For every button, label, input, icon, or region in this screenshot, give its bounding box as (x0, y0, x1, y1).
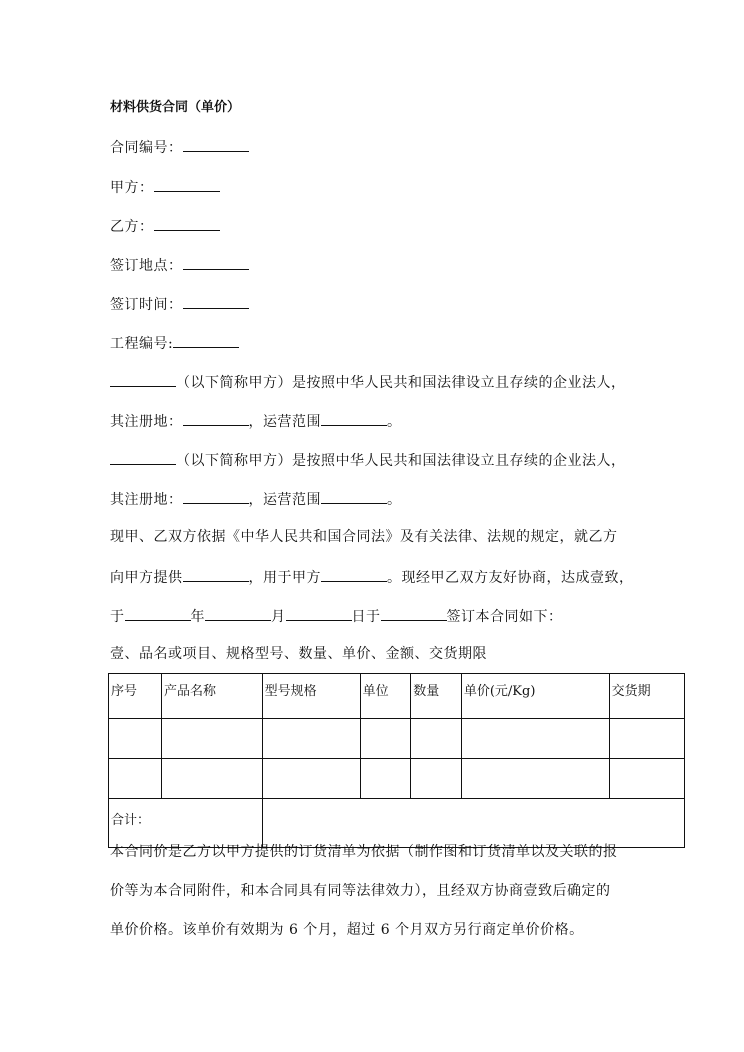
header-unit-price: 单价(元/Kg) (461, 674, 609, 719)
contract-number-line (110, 137, 249, 157)
project-number-blank[interactable] (173, 333, 239, 348)
party-a-registered-label: 其注册地： (110, 414, 183, 430)
supply-item-blank[interactable] (183, 567, 249, 582)
party-b-blank[interactable] (154, 216, 220, 231)
table-cell[interactable] (161, 719, 262, 759)
party-b-intro-end: 。 (387, 492, 402, 508)
sign-place-line (110, 255, 249, 275)
party-b-intro-text: （以下简称甲方）是按照中华人民共和国法律设立且存续的企业法人， (176, 453, 626, 469)
use-purpose-blank[interactable] (321, 567, 387, 582)
table-header-row (109, 674, 685, 719)
product-table (108, 673, 685, 848)
basis-line3 (110, 606, 563, 626)
party-b-name-blank[interactable] (110, 450, 176, 465)
table-cell[interactable] (461, 719, 609, 759)
party-a-intro-line1 (110, 372, 626, 392)
basis-line1: 现甲、乙双方依据《中华人民共和国合同法》及有关法律、法规的规定，就乙方 (110, 529, 618, 545)
project-number-line (110, 333, 239, 353)
party-b-intro-line1 (110, 450, 626, 470)
contract-number-blank[interactable] (183, 137, 249, 152)
header-model-spec: 型号规格 (262, 674, 360, 719)
table-cell[interactable] (109, 719, 162, 759)
table-cell[interactable] (461, 759, 609, 799)
header-unit: 单位 (360, 674, 411, 719)
year-label: 年 (190, 609, 205, 625)
party-b-label: 乙方： (110, 219, 154, 235)
party-b-registered-blank[interactable] (183, 489, 249, 504)
contract-number-label: 合同编号： (110, 140, 183, 156)
date-prefix: 于 (110, 609, 125, 625)
table-cell[interactable] (360, 719, 411, 759)
party-a-name-blank[interactable] (110, 372, 176, 387)
agreement-text: 。现经甲乙双方友好协商，达成壹致， (387, 570, 634, 586)
sign-time-line (110, 294, 249, 314)
supply-label: 向甲方提供 (110, 570, 183, 586)
day-label: 日于 (351, 609, 381, 625)
table-row (109, 759, 685, 799)
project-number-label: 工程编号: (110, 336, 174, 352)
party-a-intro-end: 。 (387, 414, 402, 430)
month-blank[interactable] (205, 606, 271, 621)
party-b-line (110, 216, 220, 236)
price-terms-line1: 本合同价是乙方以甲方提供的订货清单为依据（制作图和订货清单以及关联的报 (110, 844, 618, 860)
total-value-cell[interactable] (262, 799, 684, 848)
party-b-scope-blank[interactable] (321, 489, 387, 504)
party-a-scope-label: ，运营范围 (248, 414, 321, 430)
day-blank[interactable] (286, 606, 352, 621)
table-cell[interactable] (609, 759, 684, 799)
party-a-intro-text: （以下简称甲方）是按照中华人民共和国法律设立且存续的企业法人， (176, 375, 626, 391)
document-title: 材料供货合同（单价） (110, 100, 241, 115)
table-cell[interactable] (161, 759, 262, 799)
section1-heading: 壹、品名或项目、规格型号、数量、单价、金额、交货期限 (110, 646, 487, 662)
party-b-intro-line2 (110, 489, 402, 509)
total-label: 合计： (109, 799, 263, 848)
header-product-name: 产品名称 (161, 674, 262, 719)
party-a-registered-blank[interactable] (183, 411, 249, 426)
sign-time-blank[interactable] (183, 294, 249, 309)
sign-time-label: 签订时间： (110, 297, 183, 313)
use-label: ，用于甲方 (248, 570, 321, 586)
table-cell[interactable] (411, 759, 462, 799)
party-b-scope-label: ，运营范围 (248, 492, 321, 508)
party-a-scope-blank[interactable] (321, 411, 387, 426)
header-delivery: 交货期 (609, 674, 684, 719)
month-label: 月 (271, 609, 286, 625)
place-blank[interactable] (381, 606, 447, 621)
table-row (109, 719, 685, 759)
sign-contract-text: 签订本合同如下： (446, 609, 563, 625)
price-terms-line3: 单价价格。该单价有效期为 6 个月，超过 6 个月双方另行商定单价价格。 (110, 922, 584, 938)
table-total-row (109, 799, 685, 848)
table-cell[interactable] (262, 719, 360, 759)
table-cell[interactable] (411, 719, 462, 759)
table-cell[interactable] (109, 759, 162, 799)
party-a-blank[interactable] (154, 177, 220, 192)
year-blank[interactable] (125, 606, 191, 621)
party-a-label: 甲方： (110, 180, 154, 196)
party-a-intro-line2 (110, 411, 402, 431)
header-serial: 序号 (109, 674, 162, 719)
table-cell[interactable] (609, 719, 684, 759)
header-quantity: 数量 (411, 674, 462, 719)
sign-place-blank[interactable] (183, 255, 249, 270)
party-b-registered-label: 其注册地： (110, 492, 183, 508)
table-cell[interactable] (360, 759, 411, 799)
price-terms-line2: 价等为本合同附件，和本合同具有同等法律效力），且经双方协商壹致后确定的 (110, 883, 611, 899)
party-a-line (110, 177, 220, 197)
table-cell[interactable] (262, 759, 360, 799)
sign-place-label: 签订地点： (110, 258, 183, 274)
basis-line2 (110, 567, 634, 587)
